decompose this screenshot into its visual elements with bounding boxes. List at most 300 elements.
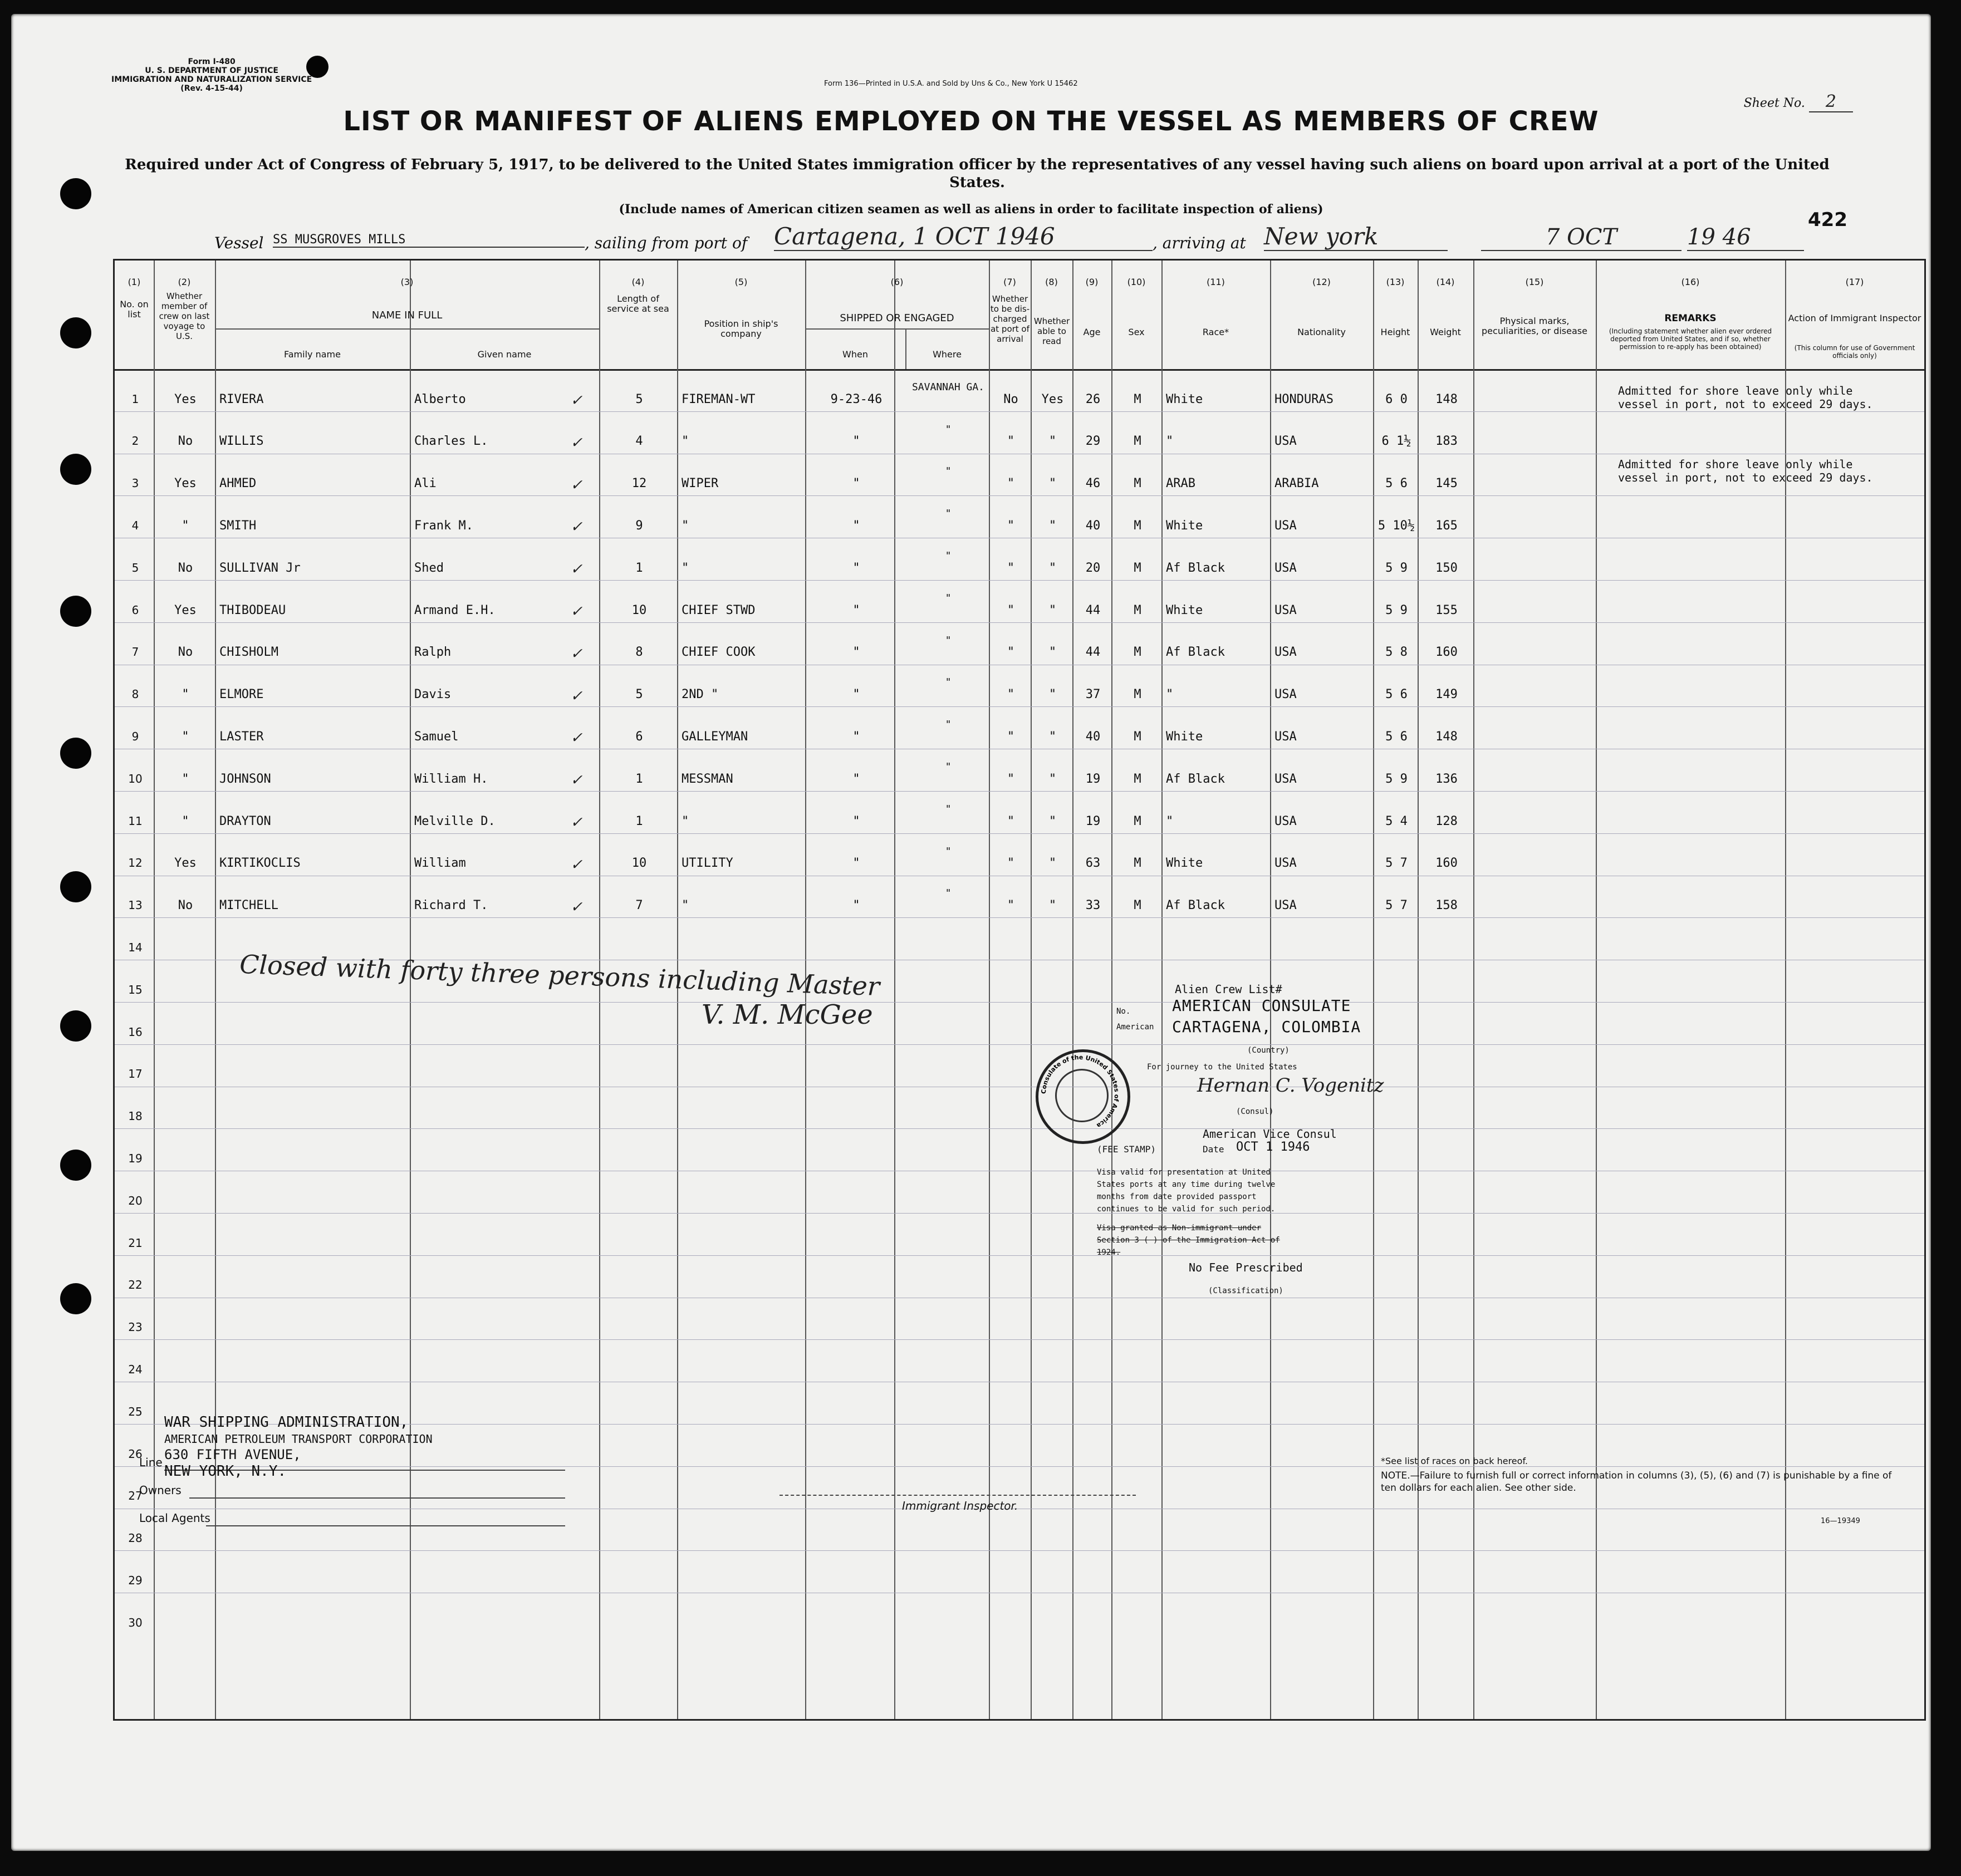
cell-when: " [852, 898, 860, 913]
cell-service: 7 [635, 898, 643, 913]
cell-read: " [1048, 645, 1057, 660]
cell-family: SULLIVAN Jr [219, 561, 301, 575]
row-rule [115, 706, 1924, 707]
row-number: 28 [128, 1531, 143, 1545]
cell-nationality: ARABIA [1274, 477, 1319, 491]
cell-height: 6 1½ [1381, 434, 1411, 449]
col-num: (16) [1681, 277, 1700, 287]
row-number: 15 [128, 983, 143, 996]
cell-age: 63 [1085, 856, 1101, 871]
races-note: *See list of races on back hereof. [1381, 1456, 1528, 1466]
row-number: 21 [128, 1236, 143, 1250]
cell-weight: 145 [1435, 477, 1458, 491]
cell-discharge: " [1007, 477, 1015, 491]
company-line2: AMERICAN PETROLEUM TRANSPORT CORPORATION [164, 1432, 433, 1446]
cell-last: " [182, 519, 189, 533]
check-mark: ✓ [571, 854, 582, 874]
cell-when: " [852, 856, 860, 871]
col-label-nationality: Nationality [1297, 327, 1346, 337]
col-num: (14) [1436, 277, 1455, 287]
cell-where: " [945, 549, 952, 562]
col-label-race: Race* [1202, 327, 1229, 337]
col-label-height: Height [1380, 327, 1410, 337]
cell-nationality: USA [1274, 898, 1297, 913]
cell-weight: 158 [1435, 898, 1458, 913]
cell-height: 5 9 [1385, 603, 1408, 617]
cell-weight: 150 [1435, 561, 1458, 575]
row-number: 17 [128, 1067, 143, 1081]
cell-when: " [852, 687, 860, 702]
cell-age: 19 [1085, 814, 1101, 828]
check-mark: ✓ [571, 728, 582, 748]
row-rule [115, 1550, 1924, 1551]
cell-read: " [1048, 898, 1057, 913]
row-number: 30 [128, 1615, 143, 1629]
col-num: (2) [178, 277, 191, 287]
row-number: 26 [128, 1447, 143, 1461]
cell-height: 5 9 [1385, 561, 1408, 575]
col-label-inspector: Action of Immigrant Inspector [1788, 313, 1921, 323]
col-num: (7) [1003, 277, 1016, 287]
row-rule [115, 1213, 1924, 1214]
cell-where: " [945, 592, 952, 604]
cell-last: No [178, 898, 193, 913]
cell-family: MITCHELL [219, 898, 278, 913]
cell-age: 37 [1085, 687, 1101, 702]
cell-last: Yes [174, 603, 197, 617]
arriving-label: , arriving at [1153, 234, 1246, 252]
cell-weight: 136 [1435, 772, 1458, 786]
footer-owners-label: Owners [139, 1484, 182, 1497]
cell-discharge: " [1007, 772, 1015, 786]
stamp-date-label: Date [1203, 1144, 1224, 1155]
cell-race: Af Black [1166, 772, 1225, 786]
col-num: (17) [1845, 277, 1864, 287]
col-num: (11) [1207, 277, 1225, 287]
cell-no: 2 [131, 434, 139, 448]
cell-age: 20 [1085, 561, 1101, 575]
inspector-label: Immigrant Inspector. [902, 1499, 1018, 1512]
cell-height: 6 0 [1385, 392, 1408, 406]
cell-family: LASTER [219, 730, 264, 744]
cell-where: " [945, 760, 952, 773]
col-label-age: Age [1083, 327, 1101, 337]
col-label-no: No. on list [120, 299, 149, 320]
cell-service: 10 [631, 856, 647, 871]
col-num: (9) [1085, 277, 1099, 287]
cell-weight: 160 [1435, 856, 1458, 871]
cell-nationality: USA [1274, 603, 1297, 617]
punch-hole [60, 596, 91, 627]
row-rule [115, 495, 1924, 496]
col-num: (8) [1045, 277, 1058, 287]
cell-last: No [178, 434, 193, 449]
cell-discharge: " [1007, 645, 1015, 660]
arrival-day: 7 OCT [1481, 224, 1681, 251]
consul-signature: Hernan C. Vogenitz [1197, 1074, 1384, 1097]
col-label-discharge: Whether to be dis-charged at port of arrival [990, 294, 1030, 344]
cell-family: ELMORE [219, 687, 264, 702]
cell-age: 29 [1085, 434, 1101, 449]
cell-read: " [1048, 519, 1057, 533]
cell-weight: 148 [1435, 730, 1458, 744]
cell-where: " [945, 803, 952, 815]
check-mark: ✓ [571, 474, 582, 494]
stamp-crew-list: Alien Crew List# [1175, 983, 1282, 996]
cell-no: 13 [128, 898, 143, 912]
cell-when: " [852, 434, 860, 449]
cell-nationality: USA [1274, 730, 1297, 744]
cell-sex: M [1134, 772, 1141, 786]
col-num: (15) [1525, 277, 1544, 287]
check-mark: ✓ [571, 685, 582, 705]
stamp-date: OCT 1 1946 [1236, 1140, 1310, 1154]
cell-when: 9-23-46 [830, 392, 883, 406]
cell-weight: 148 [1435, 392, 1458, 406]
cell-service: 5 [635, 392, 643, 406]
cell-service: 1 [635, 814, 643, 828]
stamp-no-label: No. [1116, 1007, 1131, 1016]
cell-read: " [1048, 772, 1057, 786]
cell-given: Davis [414, 687, 452, 702]
header-divider [115, 369, 1924, 371]
cell-last: No [178, 561, 193, 575]
stamp-vice-consul: American Vice Consul [1203, 1127, 1337, 1141]
col-label-position: Position in ship's company [704, 318, 778, 339]
check-mark: ✓ [571, 601, 582, 621]
row-rule [115, 411, 1924, 412]
col-num: (10) [1127, 277, 1146, 287]
cell-height: 5 7 [1385, 898, 1408, 913]
cell-nationality: USA [1274, 687, 1297, 702]
cell-position: CHIEF STWD [682, 603, 756, 617]
stamp-city: CARTAGENA, COLOMBIA [1172, 1018, 1361, 1036]
cell-height: 5 6 [1385, 730, 1408, 744]
sub-given: Given name [477, 349, 532, 360]
check-mark: ✓ [571, 643, 582, 663]
cell-last: " [182, 772, 189, 786]
company-line4: NEW YORK, N.Y. [164, 1463, 287, 1480]
cell-service: 9 [635, 519, 643, 533]
crew-table [113, 259, 1926, 1721]
cell-race: " [1166, 434, 1174, 449]
cell-nationality: USA [1274, 856, 1297, 871]
check-mark: ✓ [571, 896, 582, 916]
manifest-sheet [11, 14, 1931, 1851]
cell-no: 3 [131, 477, 139, 490]
cell-race: White [1166, 392, 1203, 406]
cell-discharge: " [1007, 434, 1015, 449]
cell-read: " [1048, 434, 1057, 449]
cell-discharge: " [1007, 519, 1015, 533]
cell-race: Af Black [1166, 561, 1225, 575]
cell-where: " [945, 676, 952, 689]
cell-age: 40 [1085, 519, 1101, 533]
cell-read: " [1048, 687, 1057, 702]
col-num: (5) [734, 277, 748, 287]
cell-age: 46 [1085, 477, 1101, 491]
cell-last: Yes [174, 856, 197, 871]
company-line3: 630 FIFTH AVENUE, [164, 1447, 301, 1462]
sub-inspector-note: (This column for use of Government officials only) [1794, 344, 1915, 360]
cell-nationality: USA [1274, 561, 1297, 575]
sheet-number: Sheet No. 2 [1744, 92, 1853, 111]
row-number: 16 [128, 1025, 143, 1039]
cell-weight: 149 [1435, 687, 1458, 702]
stamp-american-label: American [1116, 1023, 1154, 1032]
cell-race: White [1166, 603, 1203, 617]
cell-weight: 155 [1435, 603, 1458, 617]
cell-race: " [1166, 814, 1174, 828]
row-rule [115, 622, 1924, 623]
row-rule [115, 791, 1924, 792]
punch-hole [60, 317, 91, 348]
cell-given: Shed [414, 561, 444, 575]
cell-age: 19 [1085, 772, 1101, 786]
cell-no: 4 [131, 519, 139, 533]
cell-given: Alberto [414, 392, 466, 406]
cell-where: " [945, 887, 952, 900]
cell-discharge: " [1007, 856, 1015, 871]
cell-last: " [182, 730, 189, 744]
cell-sex: M [1134, 434, 1141, 449]
cell-where: " [945, 634, 952, 646]
cell-where: SAVANNAH GA. [911, 381, 985, 393]
cell-last: " [182, 814, 189, 828]
cell-family: DRAYTON [219, 814, 271, 828]
col-label-service: Length of service at sea [607, 293, 669, 314]
cell-given: Melville D. [414, 814, 496, 828]
cell-given: Ralph [414, 645, 452, 660]
punch-hole [60, 871, 91, 902]
cell-when: " [852, 477, 860, 491]
footer-line-label: Line [139, 1456, 163, 1469]
sailing-port: Cartagena, 1 OCT 1946 [774, 223, 1153, 251]
cell-discharge: " [1007, 561, 1015, 575]
cell-when: " [852, 561, 860, 575]
cell-height: 5 6 [1385, 687, 1408, 702]
cell-service: 1 [635, 561, 643, 575]
row-rule [115, 1044, 1924, 1045]
cell-race: " [1166, 687, 1174, 702]
check-mark: ✓ [571, 390, 582, 410]
arrival-year: 19 46 [1687, 224, 1804, 251]
cell-service: 8 [635, 645, 643, 660]
check-mark: ✓ [571, 559, 582, 579]
footer-agents-label: Local Agents [139, 1511, 210, 1525]
cell-sex: M [1134, 687, 1141, 702]
cell-family: CHISHOLM [219, 645, 278, 660]
cell-race: White [1166, 856, 1203, 871]
remark-shore-leave: Admitted for shore leave only while vessel in port, not to exceed 29 days. [1618, 458, 1873, 485]
row-rule [115, 917, 1924, 918]
page-title: LIST OR MANIFEST OF ALIENS EMPLOYED ON THE VESSEL AS MEMBERS OF CREW [343, 106, 1599, 137]
col-num: (6) [890, 277, 904, 287]
cell-family: RIVERA [219, 392, 264, 406]
cell-family: AHMED [219, 477, 257, 491]
cell-where: " [945, 423, 952, 435]
cell-age: 44 [1085, 645, 1101, 660]
cell-sex: M [1134, 730, 1141, 744]
cell-no: 5 [131, 561, 139, 574]
check-mark: ✓ [571, 517, 582, 537]
cell-position: 2ND " [682, 687, 719, 702]
col-label-shipped: SHIPPED OR ENGAGED [840, 312, 954, 324]
cell-given: William [414, 856, 466, 871]
footer-note: NOTE.—Failure to furnish full or correct information in columns (3), (5), (6) and (7) is punishable by a fine of ten dollars for each alien. See other side. [1381, 1470, 1892, 1494]
col-label-sex: Sex [1128, 327, 1145, 337]
cell-no: 9 [131, 730, 139, 744]
cell-where: " [945, 845, 952, 857]
row-number: 23 [128, 1320, 143, 1334]
cell-age: 40 [1085, 730, 1101, 744]
cell-family: JOHNSON [219, 772, 271, 786]
cell-read: " [1048, 730, 1057, 744]
cell-family: KIRTIKOCLIS [219, 856, 301, 871]
cell-when: " [852, 645, 860, 660]
cell-sex: M [1134, 814, 1141, 828]
cell-given: Charles L. [414, 434, 488, 449]
cell-weight: 165 [1435, 519, 1458, 533]
cell-position: " [682, 898, 689, 913]
cell-weight: 160 [1435, 645, 1458, 660]
cell-discharge: " [1007, 814, 1015, 828]
punch-hole [60, 1150, 91, 1181]
cell-service: 10 [631, 603, 647, 617]
seal-text: Consulate of the United States of America [1040, 1053, 1121, 1129]
consular-seal [1036, 1049, 1130, 1144]
cell-sex: M [1134, 645, 1141, 660]
cell-given: Ali [414, 477, 437, 491]
cell-no: 8 [131, 687, 139, 701]
cell-height: 5 10½ [1377, 519, 1415, 533]
stamp-consul-label: (Consul) [1236, 1107, 1274, 1116]
cell-height: 5 6 [1385, 477, 1408, 491]
cell-age: 33 [1085, 898, 1101, 913]
cell-when: " [852, 519, 860, 533]
row-number: 27 [128, 1489, 143, 1503]
cell-read: " [1048, 561, 1057, 575]
cell-where: " [945, 508, 952, 520]
stamp-country: (Country) [1247, 1046, 1290, 1055]
col-num: (3) [400, 277, 414, 287]
row-number: 19 [128, 1152, 143, 1166]
row-number: 29 [128, 1574, 143, 1588]
stamp-no-fee: No Fee Prescribed [1189, 1261, 1303, 1274]
cell-when: " [852, 730, 860, 744]
cell-position: UTILITY [682, 856, 733, 871]
col-label-last-voyage: Whether member of crew on last voyage to U.S. [159, 291, 210, 341]
row-rule [115, 1339, 1924, 1340]
form-code: 16—19349 [1821, 1517, 1860, 1525]
cell-read: " [1048, 814, 1057, 828]
check-mark: ✓ [571, 812, 582, 832]
row-rule [115, 1128, 1924, 1129]
check-mark: ✓ [571, 770, 582, 790]
cell-given: Richard T. [414, 898, 488, 913]
cell-height: 5 8 [1385, 645, 1408, 660]
cell-height: 5 4 [1385, 814, 1408, 828]
cell-position: " [682, 434, 689, 449]
remark-shore-leave: Admitted for shore leave only while vessel in port, not to exceed 29 days. [1618, 384, 1873, 411]
cell-weight: 183 [1435, 434, 1458, 449]
vessel-name: SS MUSGROVES MILLS [273, 233, 585, 248]
cell-sex: M [1134, 603, 1141, 617]
closing-note: Closed with forty three persons including Master [239, 949, 880, 1002]
cell-discharge: " [1007, 603, 1015, 617]
cell-sex: M [1134, 519, 1141, 533]
form-identifier: Form I-480 U. S. DEPARTMENT OF JUSTICE IMMIGRATION AND NATURALIZATION SERVICE (Rev. 4-15-44) [111, 57, 312, 93]
printer-imprint: Form 136—Printed in U.S.A. and Sold by Uns & Co., New York U 15462 [824, 80, 1078, 88]
cell-position: MESSMAN [682, 772, 733, 786]
svg-text:Consulate of the United States [1040, 1054, 1120, 1129]
cell-nationality: USA [1274, 434, 1297, 449]
cell-service: 5 [635, 687, 643, 702]
cell-sex: M [1134, 856, 1141, 871]
cell-given: Samuel [414, 730, 459, 744]
cell-sex: M [1134, 392, 1141, 406]
cell-nationality: USA [1274, 519, 1297, 533]
cell-given: William H. [414, 772, 488, 786]
row-rule [115, 833, 1924, 834]
cell-no: 11 [128, 814, 143, 828]
cell-read: " [1048, 603, 1057, 617]
punch-hole [60, 1010, 91, 1042]
master-signature: V. M. McGee [702, 999, 873, 1030]
page-number: 422 [1808, 209, 1847, 231]
cell-position: " [682, 814, 689, 828]
cell-family: SMITH [219, 519, 257, 533]
cell-last: Yes [174, 392, 197, 406]
cell-nationality: USA [1274, 772, 1297, 786]
cell-race: Af Black [1166, 645, 1225, 660]
cell-race: White [1166, 519, 1203, 533]
instruction-text: (Include names of American citizen seamen as well as aliens in order to facilitate inspection of aliens) [619, 202, 1323, 217]
cell-position: FIREMAN-WT [682, 392, 756, 406]
row-number: 18 [128, 1109, 143, 1123]
row-number: 22 [128, 1278, 143, 1292]
col-num: (1) [128, 277, 141, 287]
cell-age: 26 [1085, 392, 1101, 406]
cell-given: Frank M. [414, 519, 473, 533]
stamp-journey: For journey to the United States [1147, 1063, 1297, 1072]
company-line1: WAR SHIPPING ADMINISTRATION, [164, 1414, 409, 1431]
sub-where: Where [933, 349, 962, 360]
col-label-physical: Physical marks, peculiarities, or disease [1482, 316, 1587, 336]
cell-service: 1 [635, 772, 643, 786]
cell-race: White [1166, 730, 1203, 744]
row-rule [115, 580, 1924, 581]
cell-no: 12 [128, 856, 143, 870]
cell-read: Yes [1041, 392, 1064, 406]
stamp-fee: (FEE STAMP) [1097, 1144, 1156, 1155]
cell-age: 44 [1085, 603, 1101, 617]
stamp-granted: Visa granted as Non-immigrant under Section 3 ( ) of the Immigration Act of 1924. [1097, 1224, 1280, 1257]
cell-discharge: No [1003, 392, 1018, 406]
row-rule [115, 1002, 1924, 1003]
stamp-validity: Visa valid for presentation at United States ports at any time during twelve months from date provided passport continues to be valid for such period. [1097, 1168, 1276, 1214]
cell-sex: M [1134, 477, 1141, 491]
cell-sex: M [1134, 898, 1141, 913]
cell-position: " [682, 519, 689, 533]
stamp-classification: (Classification) [1208, 1286, 1283, 1295]
cell-read: " [1048, 477, 1057, 491]
cell-service: 6 [635, 730, 643, 744]
cell-position: " [682, 561, 689, 575]
col-label-remarks: REMARKS [1664, 313, 1717, 324]
sub-remarks-note: (Including statement whether alien ever ordered deported from United States, and if so, whether permission to re-apply has been obtained) [1609, 327, 1772, 351]
row-number: 20 [128, 1194, 143, 1207]
